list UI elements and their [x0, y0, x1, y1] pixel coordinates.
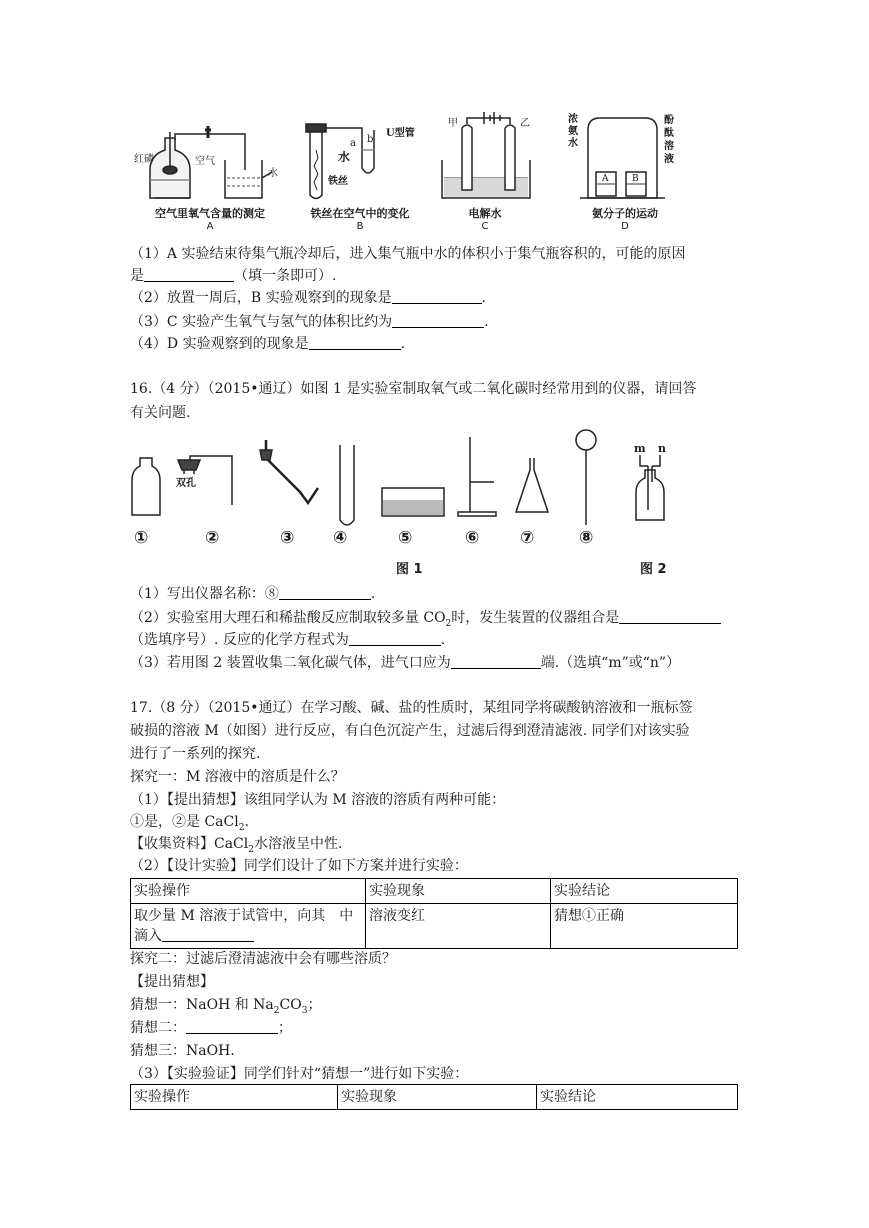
label-water-a: 水: [268, 168, 278, 179]
instrument-2: ②: [205, 528, 220, 548]
q16-line2-b: 时，发生装置的仪器组合是: [451, 610, 620, 626]
q17-g1c: ；: [307, 997, 322, 1013]
label-u-tube: U型管: [386, 128, 415, 139]
q17-hyp-sub: 2: [238, 822, 245, 833]
q15-line3-text: （2）放置一周后，B 实验观察到的现象是: [130, 290, 392, 306]
q15-blank-2[interactable]: [392, 289, 482, 304]
q17-explore2: 探究二：过滤后澄清滤液中会有哪些溶质？: [130, 951, 396, 967]
q17-head3: 进行了一系列的探究.: [130, 746, 261, 762]
instrument-5: ⑤: [398, 528, 413, 548]
q17-guess3: 猜想三：NaOH.: [130, 1043, 235, 1059]
table1-cell-phen: 溶液变红: [366, 904, 551, 949]
label-air: 空气: [195, 156, 215, 167]
q15-line2-b: （填一条即可）.: [234, 268, 337, 284]
table1-blank[interactable]: [162, 927, 254, 942]
label-beaker-b: B: [632, 174, 639, 184]
q17-table-2: [130, 1084, 738, 1110]
q17-hypothesis-intro: （1）【提出猜想】该组同学认为 M 溶液的溶质有两种可能：: [130, 792, 506, 808]
label-a: a: [350, 138, 356, 149]
caption-d: 氨分子的运动: [592, 207, 658, 220]
table-row: [131, 904, 738, 949]
caption-b: 铁丝在空气中的变化: [310, 207, 410, 220]
q17-guess2: [130, 1018, 292, 1038]
table1-cell-op: [131, 904, 366, 949]
label-phenol-1: 酚: [664, 115, 674, 126]
q16-blank-1[interactable]: [279, 585, 371, 600]
q16-line3-a: （选填序号）. 反应的化学方程式为: [130, 632, 349, 648]
q16-blank-4[interactable]: [451, 654, 541, 669]
q17-g1-sub2: 3: [301, 1005, 308, 1016]
label-yi: 乙: [520, 118, 530, 129]
q17-verify: （3）【实验验证】同学们针对“猜想一”进行如下实验：: [130, 1066, 469, 1082]
label-iron-wire: 铁丝: [328, 176, 348, 187]
q17-propose: 【提出猜想】: [130, 974, 214, 990]
q15-dot-3: .: [481, 290, 487, 306]
q17-head2: 破损的溶液 M（如图）进行反应，有白色沉淀产生，过滤后得到澄清滤液. 同学们对该实验: [130, 723, 690, 739]
q17-explore1: 探究一：M 溶液中的溶质是什么？: [130, 769, 345, 785]
label-conc-ammonia: [568, 114, 580, 150]
label-m: m: [634, 442, 646, 455]
label-b: b: [367, 134, 374, 145]
label-beaker-a: A: [602, 174, 609, 184]
q16-line1-a: （1）写出仪器名称：⑧: [130, 586, 279, 602]
table2-header-conc: 实验结论: [537, 1085, 738, 1110]
letter-b: B: [356, 221, 364, 232]
label-phenol-4: 液: [664, 154, 674, 165]
q15-line1: （1）A 实验结束待集气瓶冷却后，进入集气瓶中水的体积小于集气瓶容积的，可能的原因: [130, 246, 686, 262]
q15-blank-1[interactable]: [144, 267, 234, 282]
q15-line3: [130, 288, 486, 308]
q16-head1: 16.（4 分）（2015•通辽）如图 1 是实验室制取氧气或二氧化碳时经常用到的仪器，请回答: [130, 381, 697, 397]
table2-header-op: 实验操作: [131, 1085, 338, 1110]
q17-info-b: 水溶液呈中性.: [253, 836, 343, 852]
q15-line4: [130, 312, 489, 332]
q16-line1: [130, 584, 375, 604]
q17-design: （2）【设计实验】同学们设计了如下方案并进行实验：: [130, 858, 468, 874]
figure-2-caption: 图 2: [640, 562, 667, 577]
q16-line1-b: .: [370, 586, 376, 602]
q15-dot-4: .: [484, 314, 489, 330]
q17-table-1: [130, 878, 738, 949]
q17-g2b: ；: [278, 1020, 292, 1036]
letter-c: C: [481, 221, 489, 232]
label-phenolphthalein: [664, 114, 676, 166]
figure-1-caption: 图 1: [396, 562, 423, 577]
q16-line4-a: （3）若用图 2 装置收集二氧化碳气体，进气口应为: [130, 655, 451, 671]
label-phenol-2: 酞: [664, 128, 674, 139]
q15-line4-text: （3）C 实验产生氧气与氢气的体积比约为: [130, 314, 393, 330]
q16-line2-a: （2）实验室用大理石和稀盐酸反应制取较多量 CO: [130, 610, 446, 626]
letter-d: D: [621, 221, 629, 232]
q17-guess2-blank[interactable]: [186, 1019, 278, 1034]
instrument-8: ⑧: [579, 528, 594, 548]
label-conc-ammonia-3: 水: [568, 138, 578, 149]
q17-g2a: 猜想二：: [130, 1020, 186, 1036]
q16-line3: [130, 630, 445, 650]
q17-guess1: [130, 995, 321, 1021]
label-red-phosphorus: 红磷: [134, 154, 154, 165]
caption-c: 电解水: [468, 207, 502, 220]
instrument-1: ①: [134, 528, 149, 548]
q17-info-sub: 2: [248, 844, 254, 855]
table1-header-phen: 实验现象: [366, 879, 551, 904]
letter-a: A: [206, 221, 214, 232]
instrument-7: ⑦: [520, 528, 535, 548]
instrument-6: ⑥: [465, 528, 480, 548]
q15-blank-3[interactable]: [392, 313, 484, 328]
q17-g1b: CO: [279, 997, 302, 1013]
q16-line4-b: 端.（选填“m”或“n”）: [540, 655, 681, 671]
q16-head2: 有关问题.: [130, 405, 191, 421]
q17-head1: 17.（8 分）（2015•通辽）在学习酸、碱、盐的性质时，某组同学将碳酸钠溶液和一瓶标签: [130, 700, 693, 716]
table1-header-op: 实验操作: [131, 879, 366, 904]
label-jia: 甲: [448, 118, 458, 129]
table2-header-phen: 实验现象: [338, 1085, 537, 1110]
instrument-4: ④: [333, 528, 348, 548]
instrument-3: ③: [280, 528, 295, 548]
label-two-hole: 双孔: [176, 478, 196, 489]
table1-header-conc: 实验结论: [551, 879, 738, 904]
q15-line5: [130, 334, 405, 354]
q16-blank-3[interactable]: [349, 631, 441, 646]
q16-line2-sub: 2: [445, 618, 452, 629]
table1-op-text: 取少量 M 溶液于试管中，向其 中: [134, 908, 354, 924]
table-row: [131, 1085, 738, 1110]
caption-a: 空气里氧气含量的测定: [155, 207, 265, 220]
q17-hyp-b: .: [244, 814, 249, 830]
q17-info-a: 【收集资料】CaCl: [130, 836, 249, 852]
q16-line3-b: .: [440, 632, 446, 648]
q15-line2: [130, 266, 336, 286]
label-conc-ammonia-1: 浓: [568, 114, 578, 125]
instruments-drawing: [0, 0, 1, 1]
q15-line5-text: （4）D 实验观察到的现象是: [130, 336, 309, 352]
q16-blank-2[interactable]: [619, 609, 721, 624]
q15-line2-a: 是: [130, 268, 144, 284]
q15-blank-4[interactable]: [309, 335, 401, 350]
q15-dot-5: .: [400, 336, 406, 352]
table1-op-cont: 滴入: [134, 928, 162, 944]
q16-line4: [130, 653, 680, 673]
table-row: [131, 879, 738, 904]
label-phenol-3: 溶: [664, 141, 674, 152]
q17-g1a: 猜想一：NaOH 和 Na: [130, 997, 274, 1013]
label-water-b: 水: [338, 150, 351, 164]
label-conc-ammonia-2: 氨: [568, 126, 578, 137]
q17-g1-sub: 2: [273, 1005, 280, 1016]
table1-cell-conc: 猜想①正确: [551, 904, 738, 949]
q17-hyp-a: ①是，②是 CaCl: [130, 814, 239, 830]
label-n: n: [658, 442, 666, 455]
